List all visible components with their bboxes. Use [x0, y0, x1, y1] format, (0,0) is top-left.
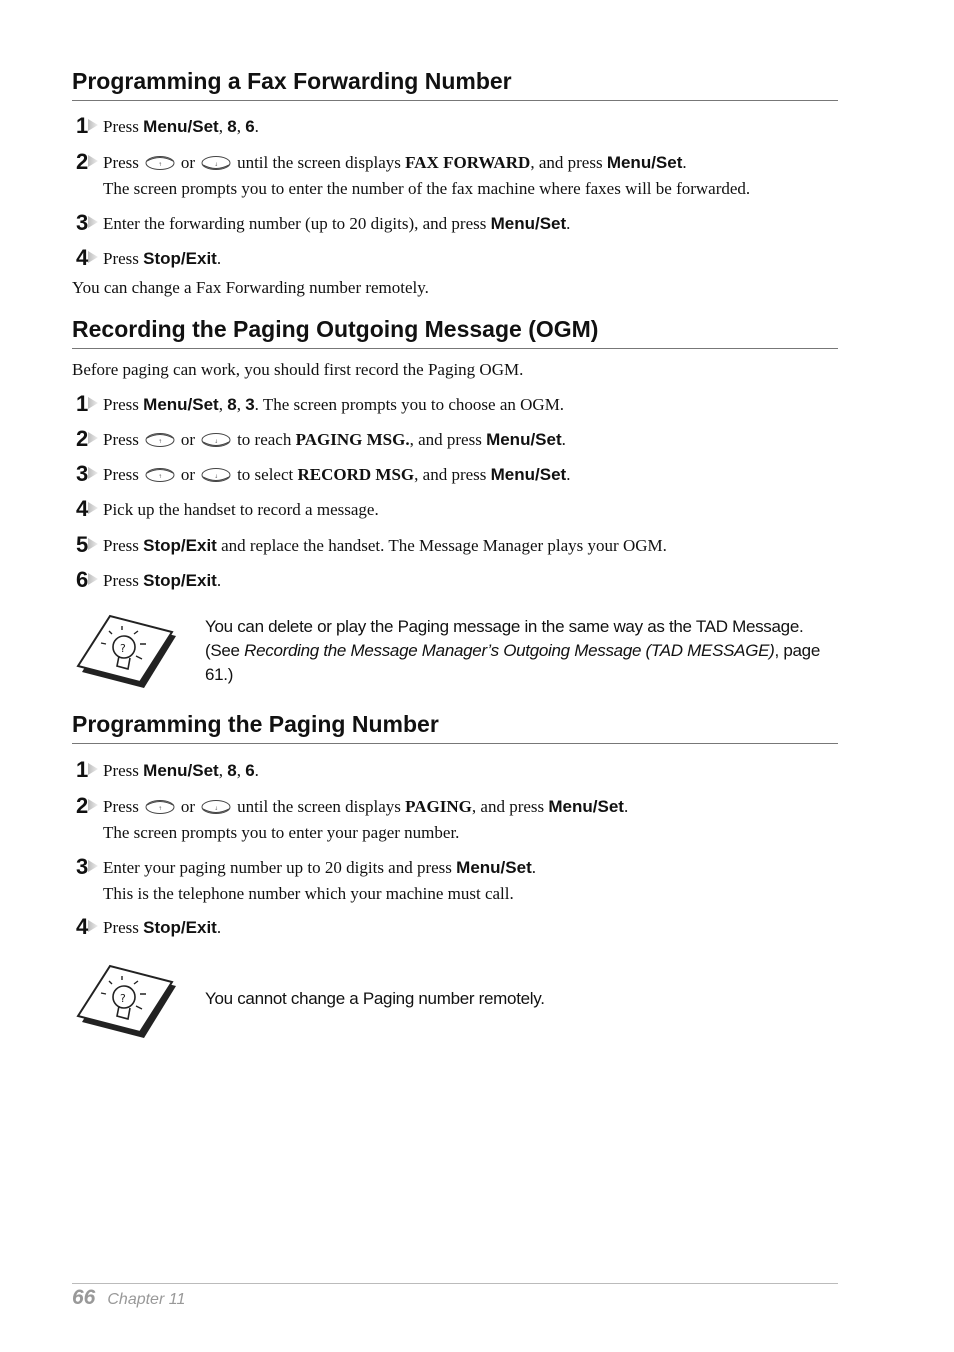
step-number: 1 — [76, 113, 89, 138]
step-4: 4 Press Stop/Exit. — [76, 914, 222, 939]
step-4: 4 Pick up the handset to record a message. — [76, 496, 379, 521]
step-number: 4 — [76, 245, 89, 270]
down-arrow-key-icon — [201, 155, 231, 171]
down-arrow-key-icon — [201, 432, 231, 448]
section-title-paging-number: Programming the Paging Number — [72, 711, 838, 744]
step-2: 2 Press or to reach PAGING MSG., and press Menu/Set. — [76, 426, 566, 451]
up-arrow-key-icon — [145, 155, 175, 171]
paragraph: You can change a Fax Forwarding number remotely. — [72, 278, 429, 297]
up-arrow-key-icon — [145, 432, 175, 448]
page-number: 66 — [72, 1286, 96, 1309]
step-3: 3 Press or to select RECORD MSG, and press Menu/Set. — [76, 461, 571, 486]
up-arrow-key-icon — [145, 467, 175, 483]
chapter-label: Chapter 11 — [107, 1291, 186, 1308]
lightbulb-note-icon — [76, 964, 178, 1040]
page-footer — [72, 1283, 838, 1310]
step-6: 6 Press Stop/Exit. — [76, 567, 222, 592]
step-1: 1 Press Menu/Set, 8, 6. — [76, 113, 259, 138]
section-title-fax-forwarding: Programming a Fax Forwarding Number — [72, 68, 838, 101]
step-number: 3 — [76, 461, 89, 486]
lightbulb-note-icon — [76, 614, 178, 690]
step-3: 3 Enter the forwarding number (up to 20 digits), and press Menu/Set. — [76, 210, 571, 235]
step-2: 2 Press or until the screen displays PAGING, and press Menu/Set. The screen prompts you to enter your pager number. — [76, 793, 629, 842]
up-arrow-key-icon — [145, 799, 175, 815]
step-number: 2 — [76, 426, 89, 451]
paragraph: Before paging can work, you should first record the Paging OGM. — [72, 360, 524, 379]
step-3: 3 Enter your paging number up to 20 digits and press Menu/Set. This is the telephone number which your machine must call. — [76, 854, 536, 903]
step-number: 1 — [76, 757, 89, 782]
step-1: 1 Press Menu/Set, 8, 3. The screen prompts you to choose an OGM. — [76, 391, 565, 416]
step-number: 4 — [76, 914, 89, 939]
step-number: 2 — [76, 793, 89, 818]
note-text: You cannot change a Paging number remotely. — [205, 989, 545, 1008]
down-arrow-key-icon — [201, 467, 231, 483]
step-number: 5 — [76, 532, 89, 557]
step-1: 1 Press Menu/Set, 8, 6. — [76, 757, 259, 782]
step-number: 1 — [76, 391, 89, 416]
section-title-paging-ogm: Recording the Paging Outgoing Message (OGM) — [72, 316, 838, 349]
step-4: 4 Press Stop/Exit. — [76, 245, 222, 270]
step-number: 4 — [76, 496, 89, 521]
step-number: 2 — [76, 149, 89, 174]
down-arrow-key-icon — [201, 799, 231, 815]
step-number: 3 — [76, 854, 89, 879]
step-number: 6 — [76, 567, 89, 592]
step-5: 5 Press Stop/Exit and replace the handset. The Message Manager plays your OGM. — [76, 532, 667, 557]
step-2: 2 Press or until the screen displays FAX FORWARD, and press Menu/Set. The screen prompts you to enter the number of the fax machine where faxes will be forwarded. — [76, 149, 751, 198]
step-number: 3 — [76, 210, 89, 235]
note-text: You can delete or play the Paging message in the same way as the TAD Message. (See Recording the Message Manager’s Outgoing Message (TAD MESSAGE), page 61.) — [205, 617, 820, 684]
